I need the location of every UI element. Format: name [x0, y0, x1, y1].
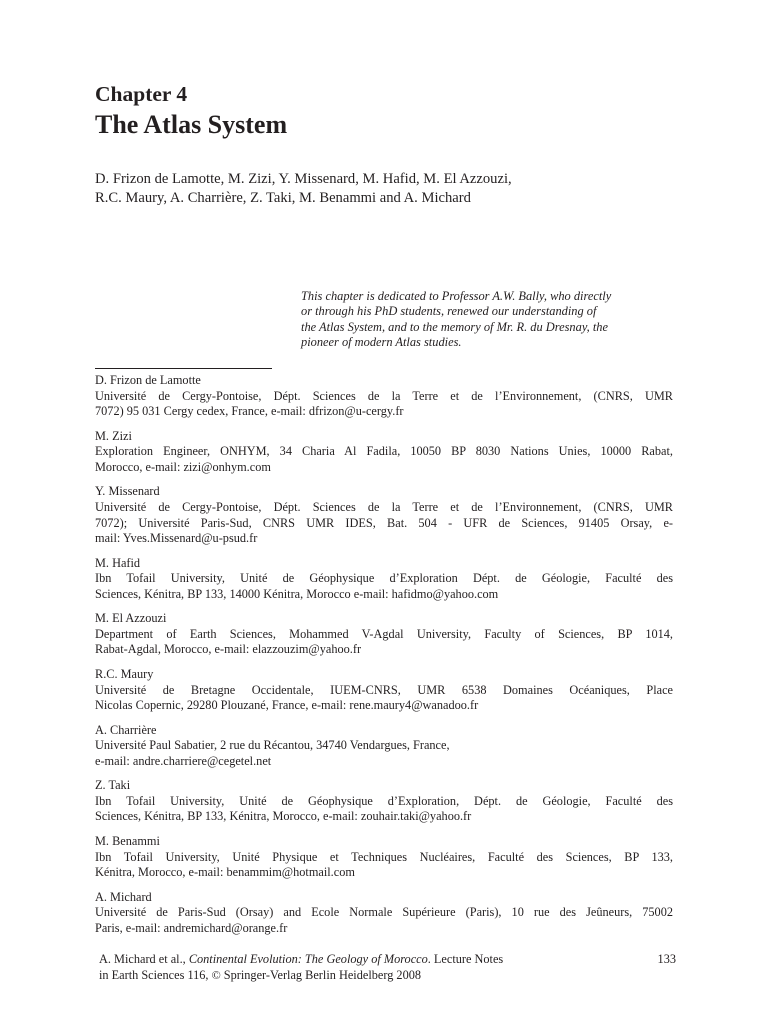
affiliation-line: Sciences, Kénitra, BP 133, 14000 Kénitra, Morocco e-mail: hafidmo@yahoo.com — [95, 586, 499, 601]
book-title: Continental Evolution: The Geology of Morocco — [188, 952, 428, 966]
author-line: D. Frizon de Lamotte, M. Zizi, Y. Missenard, M. Hafid, M. El Azzouzi, — [95, 171, 512, 187]
affiliation-line: e-mail: andre.charriere@cegetel.net — [95, 753, 272, 768]
affiliation-list — [95, 373, 673, 945]
author-list — [95, 170, 695, 208]
affiliation-line: Kénitra, Morocco, e-mail: benammim@hotmail.com — [95, 865, 355, 880]
affiliation-entry — [95, 778, 673, 825]
affiliation-line: Exploration Engineer, ONHYM, 34 Charia Al Fadila, 10050 BP 8030 Nations Unies, 10000 Rabat, — [95, 444, 673, 459]
affiliation-entry — [95, 556, 673, 603]
affiliation-line: Morocco, e-mail: zizi@onhym.com — [95, 459, 271, 474]
affiliation-entry — [95, 484, 673, 546]
footnote-divider — [95, 368, 272, 369]
affiliation-author: M. Hafid — [95, 555, 141, 570]
dedication — [301, 289, 681, 350]
copyright-icon: © — [211, 967, 221, 982]
citation-line — [99, 952, 676, 968]
affiliation-line: 7072) 95 031 Cergy cedex, France, e-mail: dfrizon@u-cergy.fr — [95, 404, 404, 419]
affiliation-line: Université de Cergy-Pontoise, Dépt. Sciences de la Terre et de l’Environnement, (CNRS, UMR — [95, 499, 673, 514]
chapter-label: Chapter 4 — [95, 82, 188, 106]
citation-line — [99, 968, 676, 984]
affiliation-line: 7072); Université Paris-Sud, CNRS UMR IDES, Bat. 504 - UFR de Sciences, 91405 Orsay, e- — [95, 515, 673, 530]
affiliation-line: Nicolas Copernic, 29280 Plouzané, France, e-mail: rene.maury4@wanadoo.fr — [95, 698, 479, 713]
affiliation-line: Sciences, Kénitra, BP 133, Kénitra, Morocco, e-mail: zouhair.taki@yahoo.fr — [95, 809, 472, 824]
page-number: 133 — [657, 952, 676, 966]
affiliation-entry — [95, 429, 673, 476]
dedication-line: pioneer of modern Atlas studies. — [301, 334, 462, 349]
affiliation-line: Ibn Tofail University, Unité de Géophysique d’Exploration Dépt. de Géologie, Faculté des — [95, 571, 673, 586]
affiliation-author: Y. Missenard — [95, 484, 160, 499]
affiliation-entry — [95, 723, 673, 770]
affiliation-author: M. Zizi — [95, 428, 132, 443]
affiliation-entry — [95, 373, 673, 420]
affiliation-line: mail: Yves.Missenard@u-psud.fr — [95, 531, 258, 546]
affiliation-line: Paris, e-mail: andremichard@orange.fr — [95, 920, 288, 935]
dedication-line: the Atlas System, and to the memory of Mr. R. du Dresnay, the — [301, 319, 608, 334]
affiliation-author: M. El Azzouzi — [95, 611, 167, 626]
dedication-line: or through his PhD students, renewed our understanding of — [301, 304, 597, 319]
affiliation-line: Ibn Tofail University, Unité de Géophysique d’Exploration, Dépt. de Géologie, Faculté des — [95, 793, 673, 808]
affiliation-line: Ibn Tofail University, Unité Physique et Techniques Nucléaires, Faculté des Sciences, BP 133, — [95, 849, 673, 864]
chapter-title: The Atlas System — [95, 110, 288, 139]
affiliation-author: A. Michard — [95, 889, 152, 904]
affiliation-line: Université Paul Sabatier, 2 rue du Récantou, 34740 Vendargues, France, — [95, 738, 450, 753]
affiliation-entry — [95, 611, 673, 658]
citation-authors: A. Michard et al., — [99, 952, 189, 966]
citation-series: . Lecture Notes — [427, 952, 504, 966]
affiliation-line: Department of Earth Sciences, Mohammed V-Agdal University, Faculty of Sciences, BP 1014, — [95, 626, 673, 641]
affiliation-author: D. Frizon de Lamotte — [95, 373, 201, 387]
affiliation-entry — [95, 890, 673, 937]
affiliation-author: A. Charrière — [95, 722, 157, 737]
author-line: R.C. Maury, A. Charrière, Z. Taki, M. Benammi and A. Michard — [95, 190, 471, 206]
affiliation-line: Université de Cergy-Pontoise, Dépt. Sciences de la Terre et de l’Environnement, (CNRS, UMR — [95, 388, 673, 403]
affiliation-author: M. Benammi — [95, 833, 160, 848]
affiliation-entry — [95, 834, 673, 881]
affiliation-author: Z. Taki — [95, 778, 131, 793]
dedication-line: This chapter is dedicated to Professor A.W. Bally, who directly — [301, 289, 612, 303]
page-footer — [99, 952, 676, 983]
affiliation-line: Université de Bretagne Occidentale, IUEM-CNRS, UMR 6538 Domaines Océaniques, Place — [95, 682, 673, 697]
citation-publisher: Springer-Verlag Berlin Heidelberg 2008 — [220, 967, 422, 982]
citation-series: in Earth Sciences 116, — [99, 967, 212, 982]
affiliation-author: R.C. Maury — [95, 666, 154, 681]
affiliation-entry — [95, 667, 673, 714]
affiliation-line: Rabat-Agdal, Morocco, e-mail: elazzouzim@yahoo.fr — [95, 642, 362, 657]
affiliation-line: Université de Paris-Sud (Orsay) and Ecole Normale Supérieure (Paris), 10 rue des Jeûneurs, 75002 — [95, 905, 673, 920]
